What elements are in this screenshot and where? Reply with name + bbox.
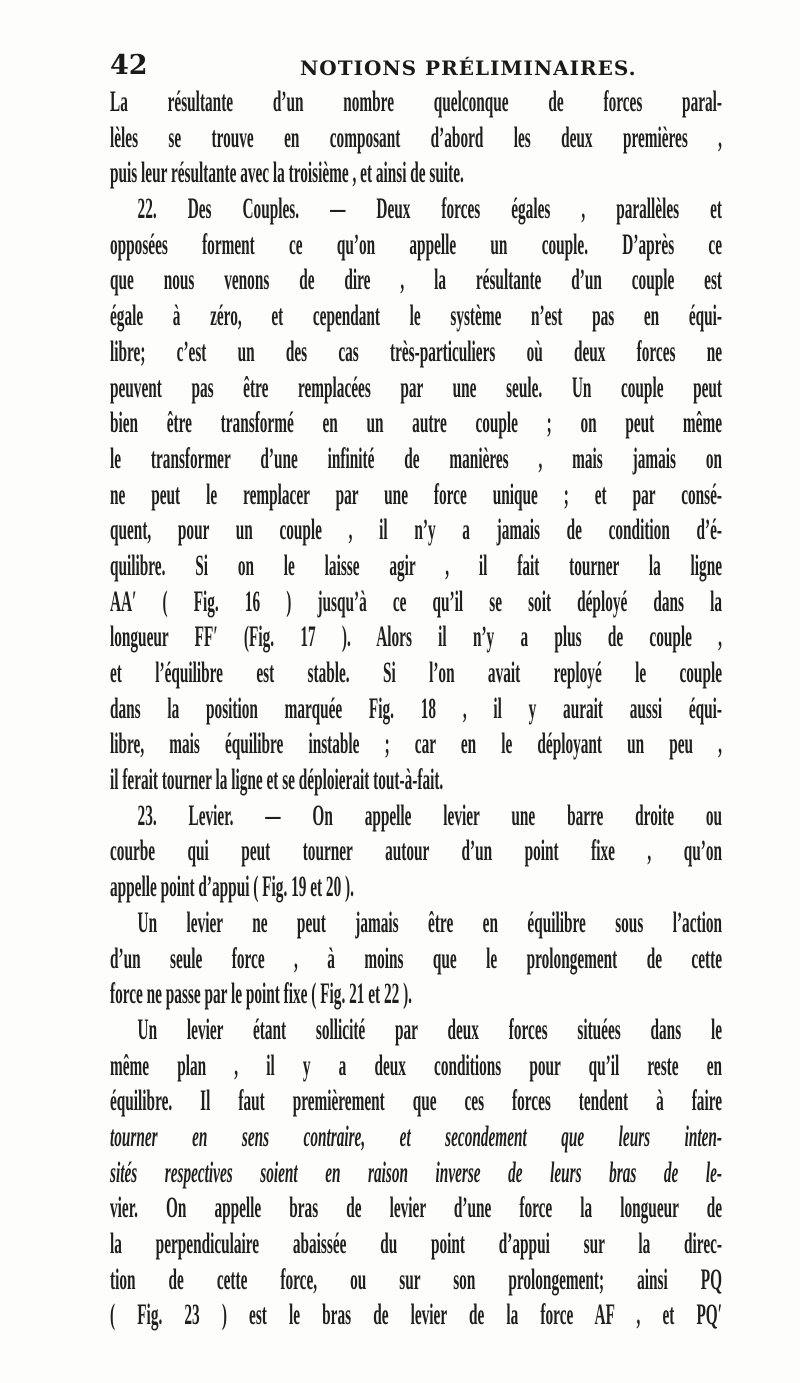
text-line: égale à zéro, et cependant le système n’est pas en équi- bbox=[110, 299, 722, 333]
text-line: Un levier étant sollicité par deux forces situées dans le bbox=[137, 1012, 723, 1046]
text-line: courbe qui peut tourner autour d’un point fixe , qu’on bbox=[110, 834, 722, 868]
text-line: que nous venons de dire , la résultante d’un couple est bbox=[110, 263, 722, 297]
text-line: ne peut le remplacer par une force unique ; et par consé- bbox=[110, 477, 722, 511]
text-line: AA′ ( Fig. 16 ) jusqu’à ce qu’il se soit déployé dans la bbox=[110, 584, 722, 618]
text-line: opposées forment ce qu’on appelle un couple. D’après ce bbox=[110, 227, 722, 261]
text-line: appelle point d’appui ( Fig. 19 et 20 ). bbox=[110, 870, 354, 904]
text-line: tourner en sens contraire, et secondement que leurs inten- bbox=[110, 1119, 722, 1153]
text-line: dans la position marquée Fig. 18 , il y aurait aussi équi- bbox=[110, 691, 722, 725]
text-line: ( Fig. 23 ) est le bras de levier de la force AF , et PQ′ bbox=[110, 1298, 722, 1332]
text-line: Un levier ne peut jamais être en équilibre sous l’action bbox=[137, 905, 723, 939]
text-line: puis leur résultante avec la troisième , et ainsi de suite. bbox=[110, 156, 464, 190]
text-line: quent, pour un couple , il n’y a jamais de condition d’é- bbox=[110, 513, 722, 547]
text-line: même plan , il y a deux conditions pour qu’il reste en bbox=[110, 1048, 722, 1082]
text-line: équilibre. Il faut premièrement que ces forces tendent à faire bbox=[110, 1084, 722, 1118]
text-line: La résultante d’un nombre quelconque de forces paral- bbox=[110, 85, 722, 118]
text-line: bien être transformé en un autre couple ; on peut même bbox=[110, 406, 722, 440]
paragraph-22-start: 22. Des Couples. — Deux forces égales , parallèles et bbox=[137, 192, 723, 226]
text-line: lèles se trouve en composant d’abord les deux premières , bbox=[110, 120, 722, 154]
text-line: la perpendiculaire abaissée du point d’appui sur la direc- bbox=[110, 1227, 722, 1260]
paragraph-23-start: 23. Levier. — On appelle levier une barre droite ou bbox=[137, 798, 723, 832]
text-line: longueur FF′ (Fig. 17 ). Alors il n’y a plus de couple , bbox=[110, 620, 722, 654]
text-line: peuvent pas être remplacées par une seule. Un couple peut bbox=[110, 370, 722, 404]
text-line: tion de cette force, ou sur son prolongement; ainsi PQ bbox=[110, 1262, 722, 1296]
text-line: force ne passe par le point fixe ( Fig. 21 et 22 ). bbox=[110, 977, 412, 1011]
text-line: d’un seule force , à moins que le prolongement de cette bbox=[110, 941, 722, 975]
text-line: libre, mais équilibre instable ; car en le déployant un peu , bbox=[110, 727, 722, 761]
text-line: et l’équilibre est stable. Si l’on avait reployé le couple bbox=[110, 656, 722, 689]
page-number: 42 bbox=[110, 50, 148, 81]
running-title: NOTIONS PRÉLIMINAIRES. bbox=[300, 56, 637, 80]
page-header bbox=[110, 50, 710, 86]
text-line: il ferait tourner la ligne et se déploierait tout-à-fait. bbox=[110, 763, 444, 797]
text-line: libre; c’est un des cas très-particuliers où deux forces ne bbox=[110, 334, 722, 368]
text-line: vier. On appelle bras de levier d’une force la longueur de bbox=[110, 1191, 722, 1225]
text-line: sités respectives soient en raison inverse de leurs bras de le- bbox=[110, 1155, 722, 1189]
text-line: quilibre. Si on le laisse agir , il fait tourner la ligne bbox=[110, 548, 722, 582]
body-text bbox=[110, 84, 722, 1333]
text-line: le transformer d’une infinité de manières , mais jamais on bbox=[110, 441, 722, 475]
